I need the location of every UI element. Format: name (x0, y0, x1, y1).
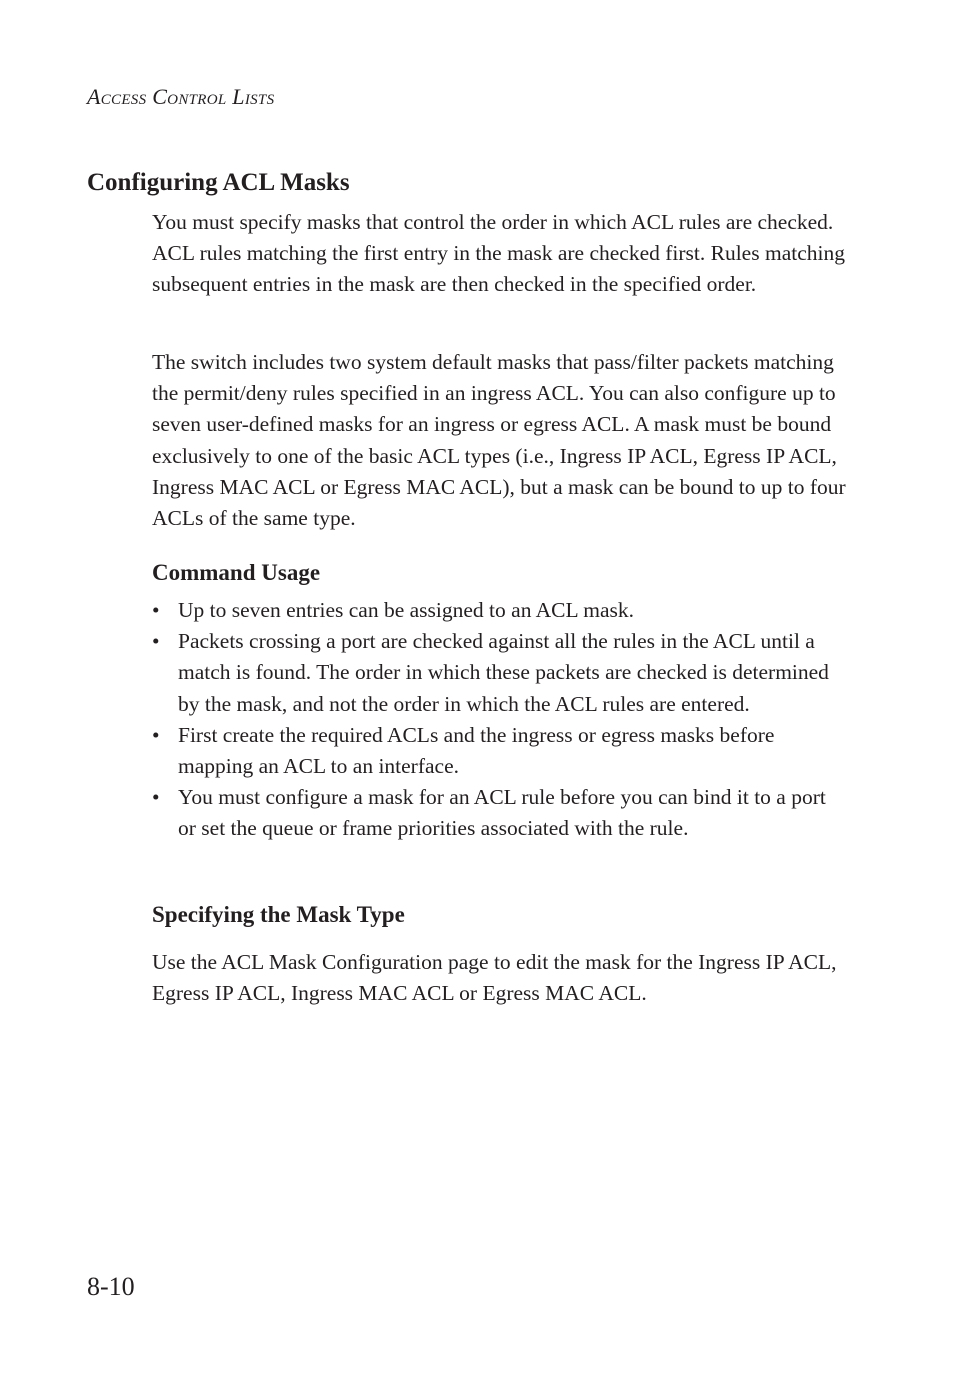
command-usage-list (152, 595, 848, 845)
list-item (152, 782, 848, 844)
list-item-text: Up to seven entries can be assigned to an ACL mask. (178, 598, 634, 622)
bullet-icon: • (152, 598, 160, 622)
mask-type-heading: Specifying the Mask Type (152, 902, 405, 927)
bullet-icon: • (152, 785, 160, 810)
command-usage-heading: Command Usage (152, 560, 321, 585)
running-header: Access Control Lists (87, 84, 275, 109)
section-title: Configuring ACL Masks (87, 169, 350, 196)
list-item (152, 720, 848, 782)
list-item (152, 626, 848, 720)
bullet-icon: • (152, 629, 160, 654)
list-item-text: You must configure a mask for an ACL rule before you can bind it to a port or set the queue or frame priorities associated with the rule. (178, 785, 826, 841)
list-item (152, 595, 848, 626)
list-item-text: First create the required ACLs and the ingress or egress masks before mapping an ACL to an interface. (178, 722, 775, 779)
intro-paragraph: You must specify masks that control the order in which ACL rules are checked. ACL rules matching the first entry in the mask are checked first. Rules matching subsequent entries in the mask are then checked in the specified order. (152, 210, 845, 297)
mask-type-paragraph: Use the ACL Mask Configuration page to edit the mask for the Ingress IP ACL, Egress IP ACL, Ingress MAC ACL or Egress MAC ACL. (152, 950, 837, 1006)
default-masks-paragraph: The switch includes two system default masks that pass/filter packets matching the permit/deny rules specified in an ingress ACL. You can also configure up to seven user-defined masks for an ingress or egress ACL. A mask must be bound exclusively to one of the basic ACL types (i.e., Ingress IP ACL, Egress IP ACL, Ingress MAC ACL or Egress MAC ACL), but a mask can be bound to up to four ACLs of the same type. (152, 350, 846, 531)
list-item-text: Packets crossing a port are checked against all the rules in the ACL until a match is found. The order in which these packets are checked is determined by the mask, and not the order in which the ACL rules are entered. (178, 629, 829, 716)
bullet-icon: • (152, 722, 160, 747)
page-number: 8-10 (87, 1272, 135, 1301)
